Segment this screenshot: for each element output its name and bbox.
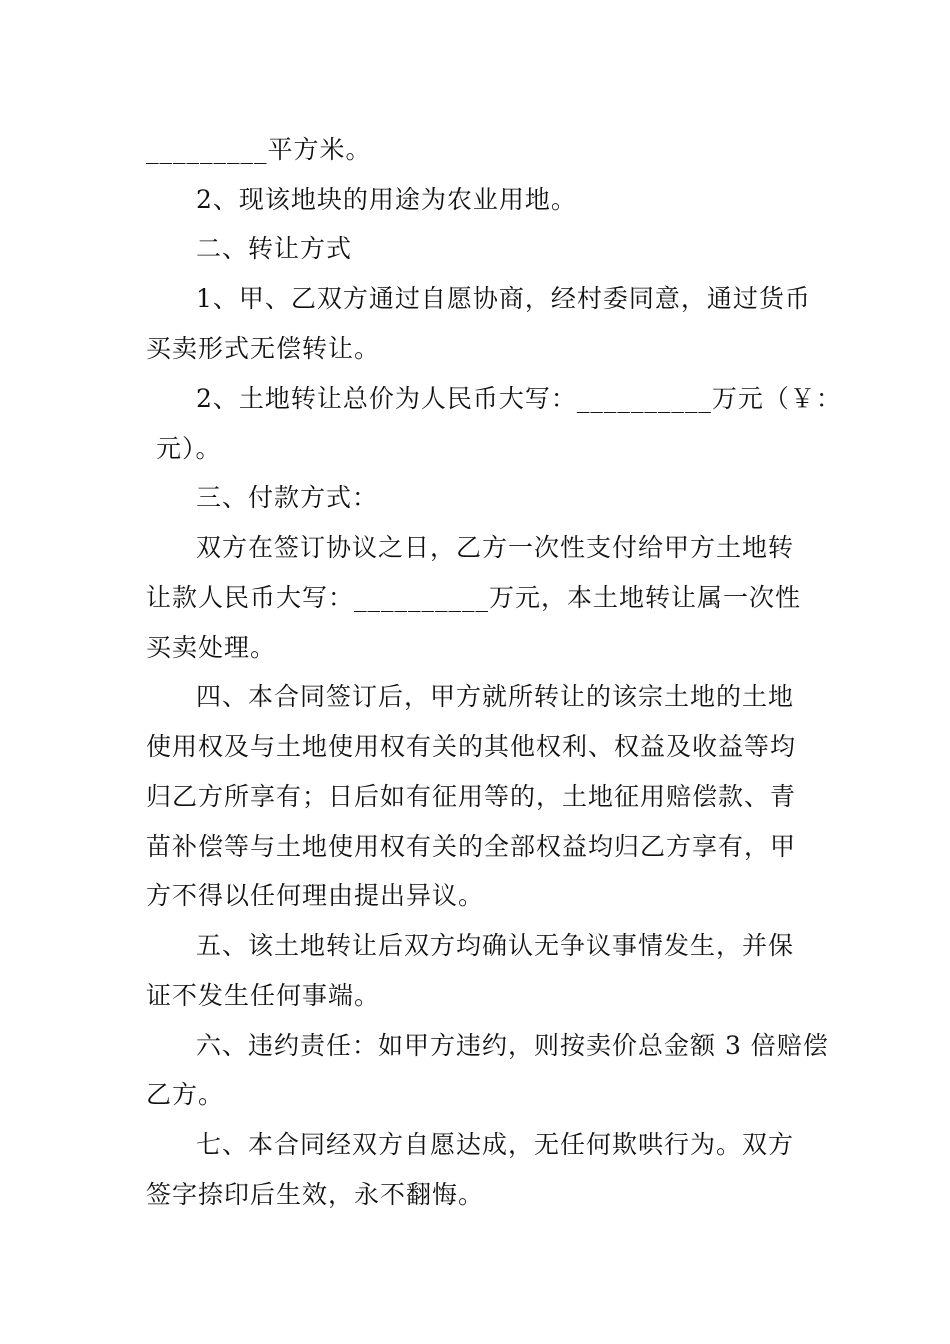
text-line: 1、甲、乙双方通过自愿协商，经村委同意，通过货币 <box>196 284 811 313</box>
text-line: 归乙方所享有；日后如有征用等的，土地征用赔偿款、青 <box>146 782 797 811</box>
text-line: 买卖形式无偿转让。 <box>146 334 381 363</box>
text-line: 四、本合同签订后，甲方就所转让的该宗土地的土地 <box>196 682 795 711</box>
text-line: 苗补偿等与土地使用权有关的全部权益均归乙方享有，甲 <box>146 832 797 861</box>
text-line: 证不发生任何事端。 <box>146 981 381 1010</box>
text-line: 方不得以任何理由提出异议。 <box>146 881 485 910</box>
text-line: 五、该土地转让后双方均确认无争议事情发生，并保 <box>196 931 795 960</box>
text-line: 使用权及与土地使用权有关的其他权利、权益及收益等均 <box>146 732 797 761</box>
text-line: 签字捺印后生效，永不翻悔。 <box>146 1180 485 1209</box>
text-line: 2、土地转让总价为人民币大写：__________万元（￥： <box>196 384 842 413</box>
text-line: 七、本合同经双方自愿达成，无任何欺哄行为。双方 <box>196 1130 795 1159</box>
text-line: _________平方米。 <box>146 135 372 164</box>
text-line: 元）。 <box>156 434 222 463</box>
text-line: 买卖处理。 <box>146 633 277 662</box>
text-line: 让款人民币大写：__________万元，本土地转让属一次性 <box>146 583 802 612</box>
section-heading: 三、付款方式： <box>196 483 379 512</box>
text-line: 六、违约责任：如甲方违约，则按卖价总金额 3 倍赔偿 <box>196 1031 829 1060</box>
section-heading: 二、转让方式 <box>196 234 353 263</box>
text-line: 2、现该地块的用途为农业用地。 <box>196 185 577 214</box>
text-line: 乙方。 <box>146 1080 225 1109</box>
text-line: 双方在签订协议之日，乙方一次性支付给甲方土地转 <box>196 533 795 562</box>
